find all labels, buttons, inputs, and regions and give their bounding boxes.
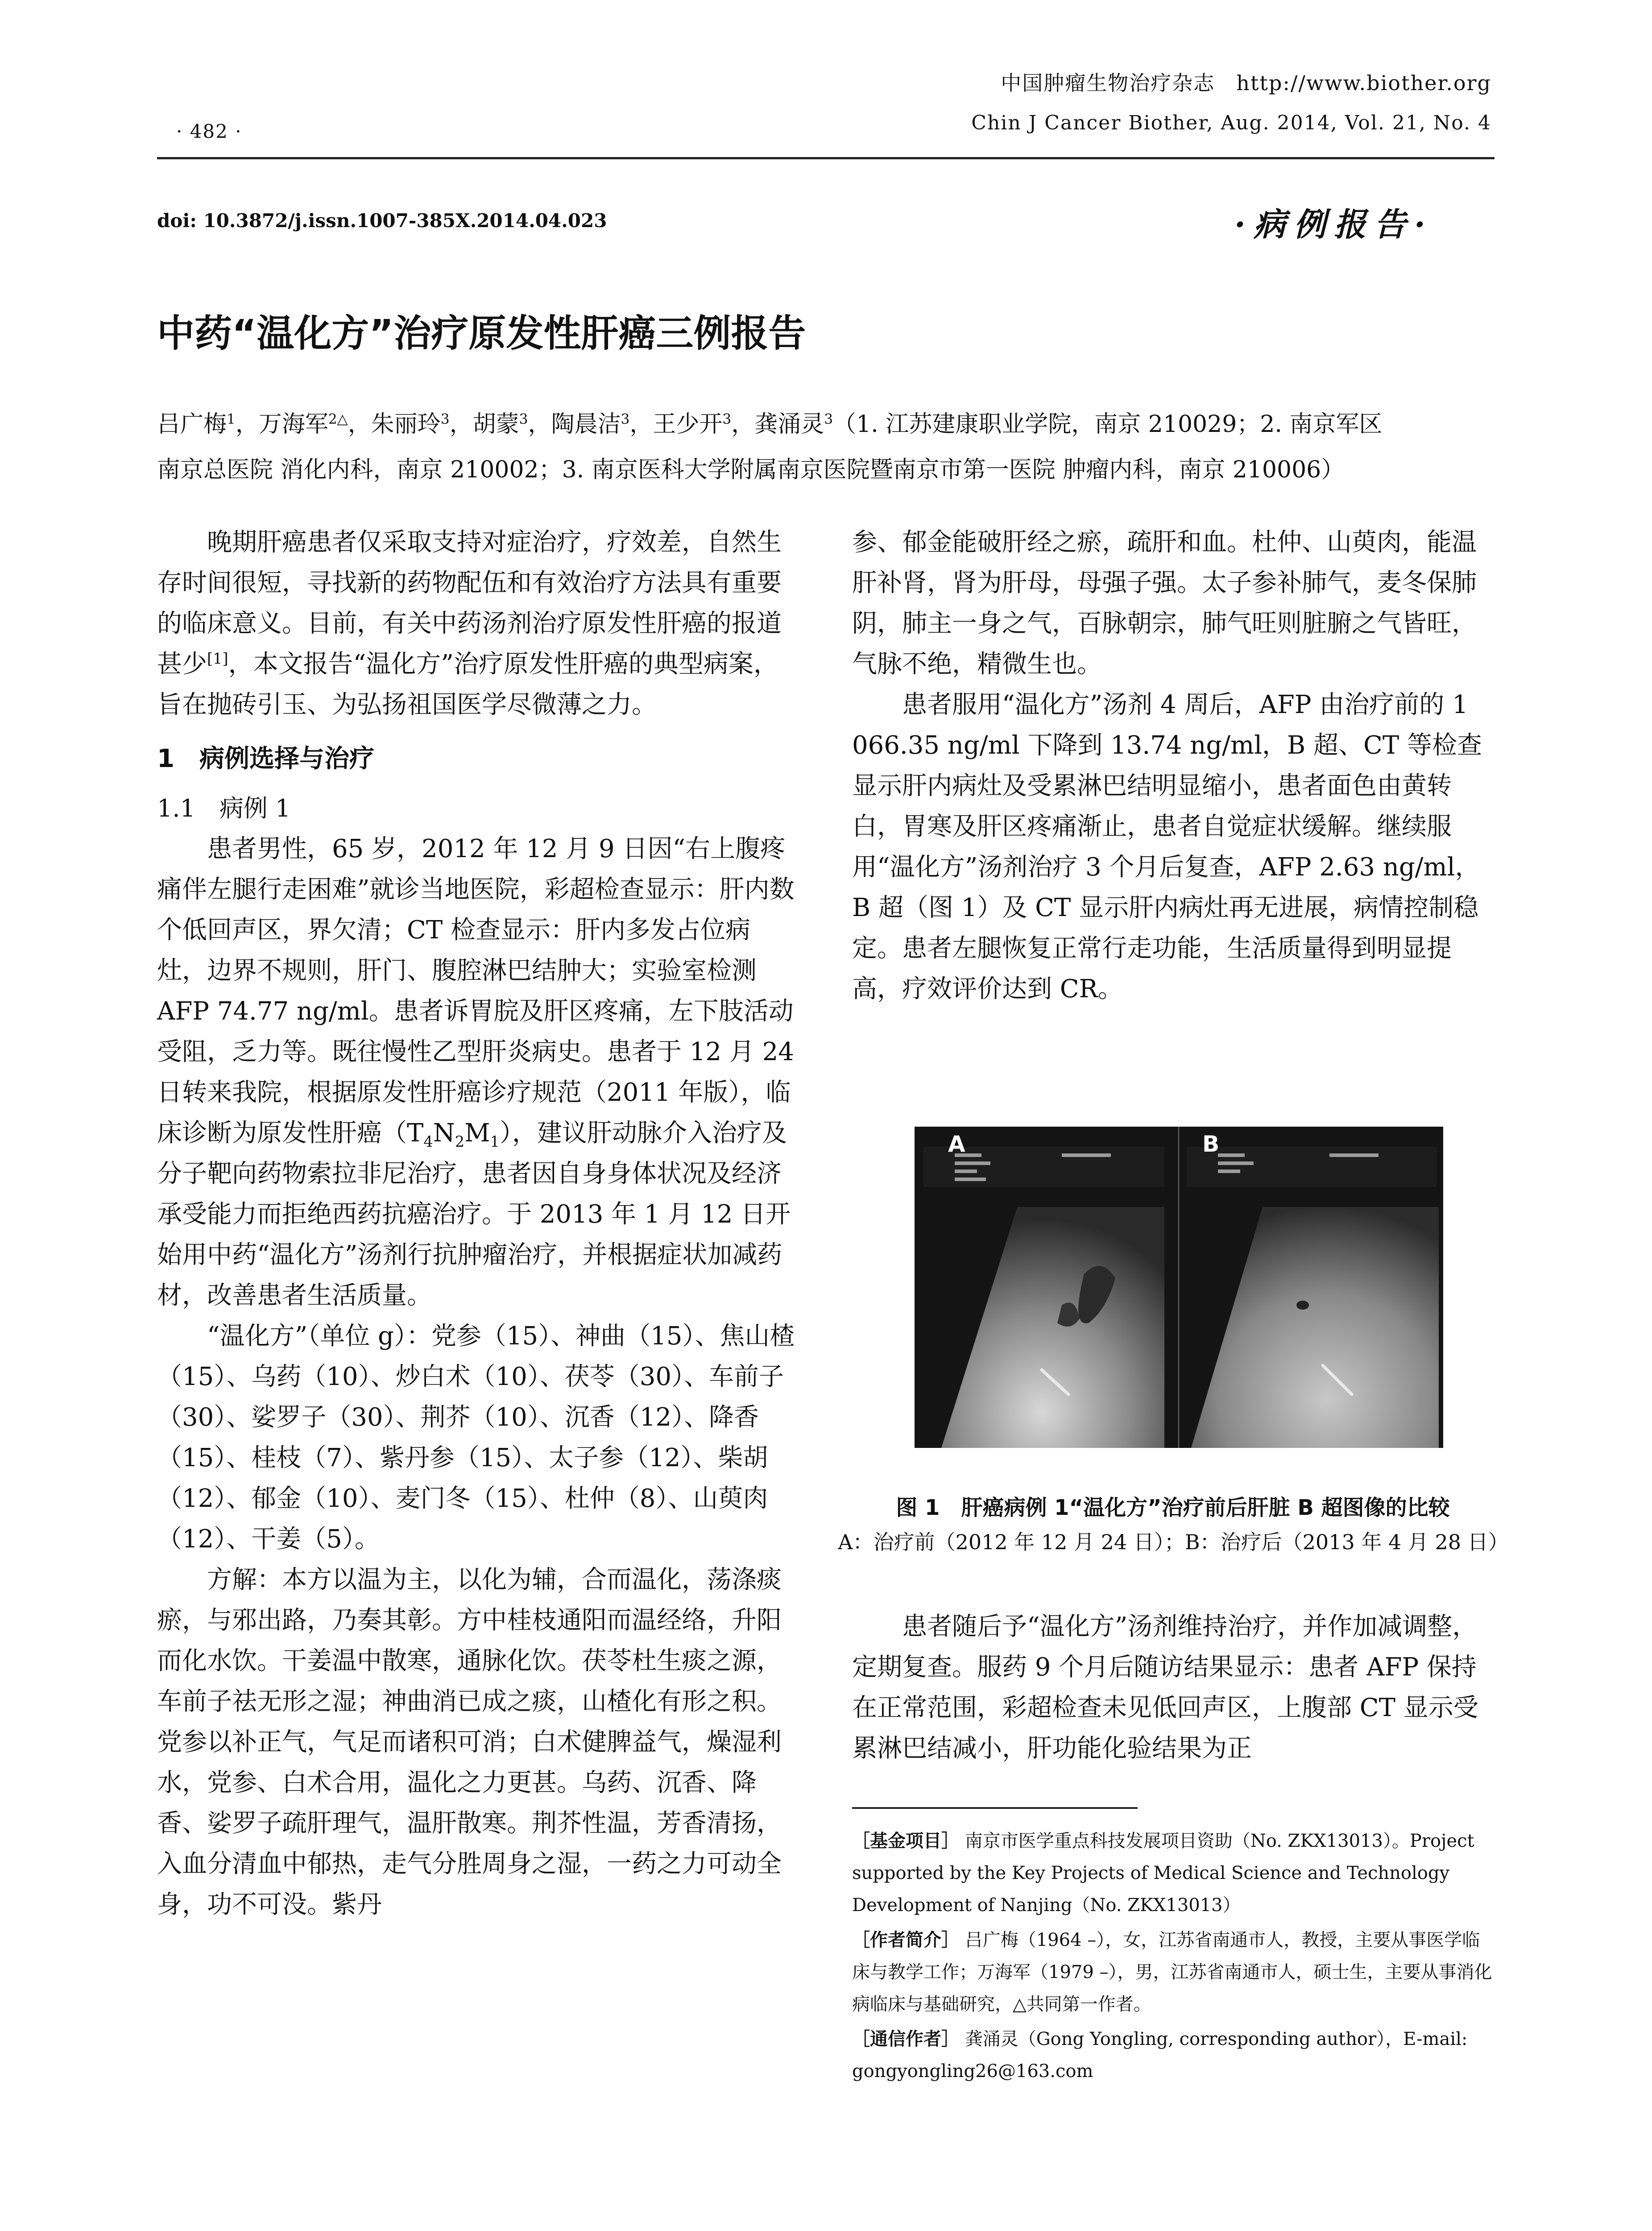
- author-name: 万海军: [258, 411, 328, 438]
- journal-name-cn: 中国肿瘤生物治疗杂志 http://www.biother.org: [1001, 71, 1491, 95]
- tnm-n-label: N: [433, 1119, 455, 1148]
- figure-caption-subtitle: A：治疗前（2012 年 12 月 24 日）；B：治疗后（2013 年 4 月 28 日）: [838, 1530, 1509, 1554]
- author-bio-text: 吕广梅（1964 –），女，江苏省南通市人，教授，主要从事医学临床与教学工作；万海军（1979 –），男，江苏省南通市人，硕士生，主要从事消化病临床与基础研究，△共同第一作者。: [852, 1930, 1492, 2015]
- right-column-lower: [852, 1606, 1494, 1769]
- tnm-t-stage: 4: [423, 1133, 433, 1151]
- funding-tag: ［基金项目］: [852, 1831, 959, 1851]
- followup-paragraph: 患者随后予“温化方”汤剂维持治疗，并作加减调整，定期复查。服药 9 个月后随访结果显示：患者 AFP 保持在正常范围，彩超检查未见低回声区，上腹部 CT 显示受累淋巴结减小，肝功能化验结果为正: [852, 1612, 1478, 1763]
- author-affil-mark: 3: [440, 411, 450, 427]
- doi: doi: 10.3872/j.issn.1007-385X.2014.04.023: [157, 210, 607, 232]
- case1-paragraph: [157, 829, 795, 1316]
- author-affil-mark: 1: [227, 411, 236, 427]
- author-name: 胡蒙: [472, 411, 519, 438]
- intro-paragraph: [157, 522, 795, 725]
- ultrasound-images: [915, 1127, 1443, 1448]
- intro-text-a: 晚期肝癌患者仅采取支持对症治疗，疗效差，自然生存时间很短，寻找新的药物配伍和有效治疗方法具有重要的临床意义。目前，有关中药汤剂治疗原发性肝癌的报道甚少: [157, 528, 782, 679]
- figure-caption-title: 图 1 肝癌病例 1“温化方”治疗前后肝脏 B 超图像的比较: [896, 1495, 1450, 1520]
- correspondence-tag: ［通信作者］: [852, 2029, 959, 2049]
- case1-text-b: ），建议肝动脉介入治疗及分子靶向药物索拉非尼治疗，患者因自身身体状况及经济承受能力而拒绝西药抗癌治疗。于 2013 年 1 月 12 日开始用中药“温化方”汤剂行抗肿瘤治疗，并根据症状加减药材，改善患者生活质量。: [157, 1119, 791, 1310]
- ultrasound-figure: [915, 1127, 1443, 1448]
- author-name: 王少开: [653, 411, 723, 438]
- section-heading-1: 1 病例选择与治疗: [157, 744, 374, 773]
- explanation-paragraph: 方解：本方以温为主，以化为辅，合而温化，荡涤痰瘀，与邪出路，乃奏其彰。方中桂枝通阳而温经络，升阳而化水饮。干姜温中散寒，通脉化饮。茯苓杜生痰之源，车前子祛无形之湿；神曲消已成之痰，山楂化有形之积。党参以补正气，气足而诸积可消；白术健脾益气，燥湿利水，党参、白术合用，温化之力更甚。乌药、沉香、降香、娑罗子疏肝理气，温肝散寒。荆芥性温，芳香清扬，入血分清血中郁热，走气分胜周身之湿，一药之力可动全身，功不可没。紫丹: [157, 1565, 782, 1919]
- tnm-m-label: M: [464, 1119, 490, 1148]
- result-paragraph: 患者服用“温化方”汤剂 4 周后，AFP 由治疗前的 1 066.35 ng/ml 下降到 13.74 ng/ml，B 超、CT 等检查显示肝内病灶及受累淋巴结明显缩小，患者面色由黄转白，胃寒及肝区疼痛渐止，患者自觉症状缓解。继续服用“温化方”汤剂治疗 3 个月后复查，AFP 2.63 ng/ml，B 超（图 1）及 CT 显示肝内病灶再无进展，病情控制稳定。患者左腿恢复正常行走功能，生活质量得到明显提高，疗效评价达到 CR。: [852, 690, 1482, 1004]
- author-affil-mark: 3: [824, 411, 833, 427]
- panel-label-a: A: [948, 1131, 965, 1157]
- tnm-n-stage: 2: [455, 1133, 465, 1151]
- article-title: 中药“温化方”治疗原发性肝癌三例报告: [157, 311, 806, 355]
- author-name: 吕广梅: [157, 411, 227, 438]
- author-note: [852, 1924, 1495, 2020]
- left-column: [157, 522, 795, 1925]
- right-column: [852, 522, 1494, 1009]
- author-affil-mark: 2△: [328, 411, 348, 427]
- tnm-m-stage: 1: [490, 1133, 500, 1151]
- section-tag: ·病例报告·: [1234, 205, 1433, 243]
- continued-paragraph: 参、郁金能破肝经之瘀，疏肝和血。杜仲、山萸肉，能温肝补肾，肾为肝母，母强子强。太子参补肺气，麦冬保肺阴，肺主一身之气，百脉朝宗，肺气旺则脏腑之气皆旺，气脉不绝，精微生也。: [852, 528, 1477, 679]
- intro-text-b: ，本文报告“温化方”治疗原发性肝癌的典型病案，旨在抛砖引玉、为弘扬祖国医学尽微薄之力。: [157, 650, 778, 719]
- page-number: · 482 ·: [176, 120, 242, 142]
- formula-paragraph: “温化方”（单位 g）：党参（15）、神曲（15）、焦山楂（15）、乌药（10）、炒白术（10）、茯苓（30）、车前子（30）、娑罗子（30）、荆芥（10）、沉香（12）、降香（15）、桂枝（7）、紫丹参（15）、太子参（12）、柴胡（12）、郁金（10）、麦门冬（15）、杜仲（8）、山萸肉（12）、干姜（5）。: [157, 1322, 795, 1554]
- footnote-rule: [852, 1807, 1138, 1809]
- author-affil-mark: 3: [621, 411, 630, 427]
- panel-label-b: B: [1202, 1131, 1220, 1157]
- correspondence-text[interactable]: 龚涌灵（Gong Yongling, corresponding author），E-mail: gongyongling26@163.com: [852, 2029, 1468, 2082]
- author-name: 朱丽玲: [371, 411, 441, 438]
- journal-name-en: Chin J Cancer Biother, Aug. 2014, Vol. 21, No. 4: [971, 112, 1491, 134]
- subsection-heading-1-1: 1.1 病例 1: [157, 794, 291, 822]
- author-affil-mark: 3: [722, 411, 732, 427]
- author-name: 陶晨洁: [551, 411, 621, 438]
- affiliation-line-2: 南京总医院 消化内科，南京 210002；3. 南京医科大学附属南京医院暨南京市第一医院 肿瘤内科，南京 210006）: [157, 456, 1345, 483]
- case1-text-a: 患者男性，65 岁，2012 年 12 月 9 日因“右上腹疼痛伴左腿行走困难”就诊当地医院，彩超检查显示：肝内数个低回声区，界欠清；CT 检查显示：肝内多发占位病灶，边界不规则，肝门、腹腔淋巴结肿大；实验室检测 AFP 74.77 ng/ml。患者诉胃脘及肝区疼痛，左下肢活动受阻，乏力等。既往慢性乙型肝炎病史。患者于 12 月 24 日转来我院，根据原发性肝癌诊疗规范（2011 年版），临床诊断为原发性肝癌（T: [157, 834, 795, 1148]
- funding-text: 南京市医学重点科技发展项目资助（No. ZKX13013）。Project supported by the Key Projects of Medical Science and Technology Development of Nanjing（No. ZKX13013）: [852, 1831, 1474, 1916]
- affiliation-line-1: 1. 江苏建康职业学院，南京 210029；2. 南京军区: [856, 411, 1383, 438]
- correspondence-note: [852, 2023, 1495, 2087]
- author-affil-mark: 3: [519, 411, 528, 427]
- header-rule: [157, 157, 1495, 159]
- funding-note: [852, 1825, 1495, 1921]
- author-name: 龚涌灵: [754, 411, 824, 438]
- author-block: 吕广梅$^1$，万海军$^{2\triangle}$，朱丽玲$^3$，胡蒙$^3$，陶晨洁$^3$，王少开$^3$，龚涌灵$^3$（1. 江苏建康职业学院，南京 210029；2. 南京军区 南京总医院 消化内科，南京 210002；3. 南京医科大学附属南京医院暨南京市第一医院 肿瘤内科，南京 210006）: [157, 411, 1383, 483]
- citation-ref[interactable]: [1]: [207, 650, 228, 668]
- footnotes: [852, 1825, 1495, 2090]
- author-bio-tag: ［作者简介］: [852, 1930, 959, 1950]
